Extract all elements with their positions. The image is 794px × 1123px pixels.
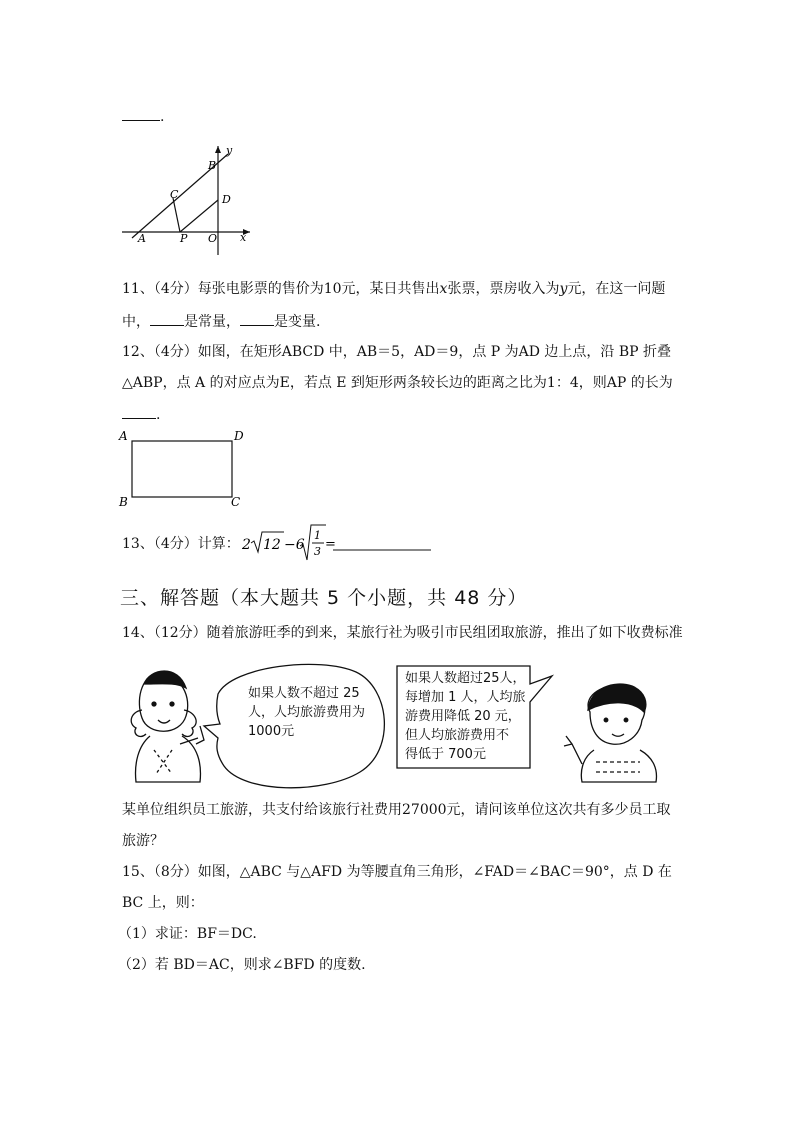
q13-expression	[240, 522, 435, 564]
label-d: D	[234, 429, 244, 443]
label-a: A	[138, 232, 146, 245]
answer-blank	[150, 311, 184, 326]
answer-blank	[240, 311, 274, 326]
boy-figure	[564, 684, 656, 782]
q15-part-1: （1）求证：BF＝DC.	[118, 926, 257, 942]
segment-pd	[180, 200, 218, 232]
bubble-left-text: 如果人数不超过 25 人，人均旅游费用为 1000元	[248, 686, 366, 739]
label-b: B	[208, 159, 217, 172]
label-b: B	[119, 495, 128, 508]
minus-coefficient: −6	[284, 537, 305, 553]
answer-blank	[122, 404, 156, 419]
q12-line-2: △ABP，点 A 的对应点为E，若点 E 到矩形两条较长边的距离之比为1：4，则AP 的长为	[122, 375, 673, 391]
q14-line-1: 14、（12分）随着旅游旺季的到来，某旅行社为吸引市民组团取旅游，推出了如下收费标准	[122, 625, 683, 641]
q15-line-1: 15、（8分）如图，△ABC 与△AFD 为等腰直角三角形，∠FAD＝∠BAC＝90°，点 D 在	[122, 864, 672, 880]
girl-figure	[131, 671, 204, 782]
coefficient: 2	[242, 537, 251, 553]
radicand: 12	[263, 537, 281, 553]
q11-line-2: 中， 是常量， 是变量.	[122, 311, 320, 332]
tour-pricing-illustration	[120, 654, 680, 794]
label-y: y	[226, 144, 233, 157]
label-p: P	[180, 232, 188, 245]
fraction-numerator: 1	[314, 529, 321, 542]
q15-line-2: BC 上，则：	[122, 895, 204, 911]
q14-line-3: 旅游？	[122, 833, 164, 849]
rectangle-figure	[116, 426, 250, 508]
section-title: 三、解答题（本大题共 5 个小题，共 48 分）	[120, 587, 528, 609]
answer-line-q10: .	[122, 106, 164, 127]
q12-line-1: 12、（4分）如图，在矩形ABCD 中，AB＝5，AD＝9，点 P 为AD 边上点，沿 BP 折叠	[122, 344, 672, 360]
label-c: C	[231, 495, 241, 508]
label-d: D	[222, 193, 231, 206]
label-o: O	[208, 232, 218, 245]
label-c: C	[170, 188, 179, 201]
coordinate-figure	[118, 140, 258, 260]
segment-pc	[173, 198, 180, 232]
q14-line-2: 某单位组织员工旅游，共支付给该旅行社费用27000元，请问该单位这次共有多少员工取	[122, 802, 671, 818]
y-axis-arrow	[215, 146, 221, 153]
bubble-right-text: 如果人数超过25人， 每增加 1 人，人均旅 游费用降低 20 元， 但人均旅游费用不 得低于 700元	[405, 671, 526, 762]
label-x: x	[240, 231, 247, 244]
fraction-denominator: 3	[314, 545, 321, 558]
equals-sign: =	[325, 537, 336, 552]
q11-line-1: 11、（4分）每张电影票的售价为10元，某日共售出x张票，票房收入为y元，在这一问题	[122, 281, 666, 297]
q12-line-3: .	[122, 404, 160, 425]
answer-blank	[122, 106, 160, 121]
label-a: A	[119, 429, 128, 443]
q13-label: 13、（4分）计算：	[122, 536, 240, 552]
q15-part-2: （2）若 BD＝AC，则求∠BFD 的度数.	[118, 957, 366, 973]
rectangle-abcd	[132, 441, 232, 497]
